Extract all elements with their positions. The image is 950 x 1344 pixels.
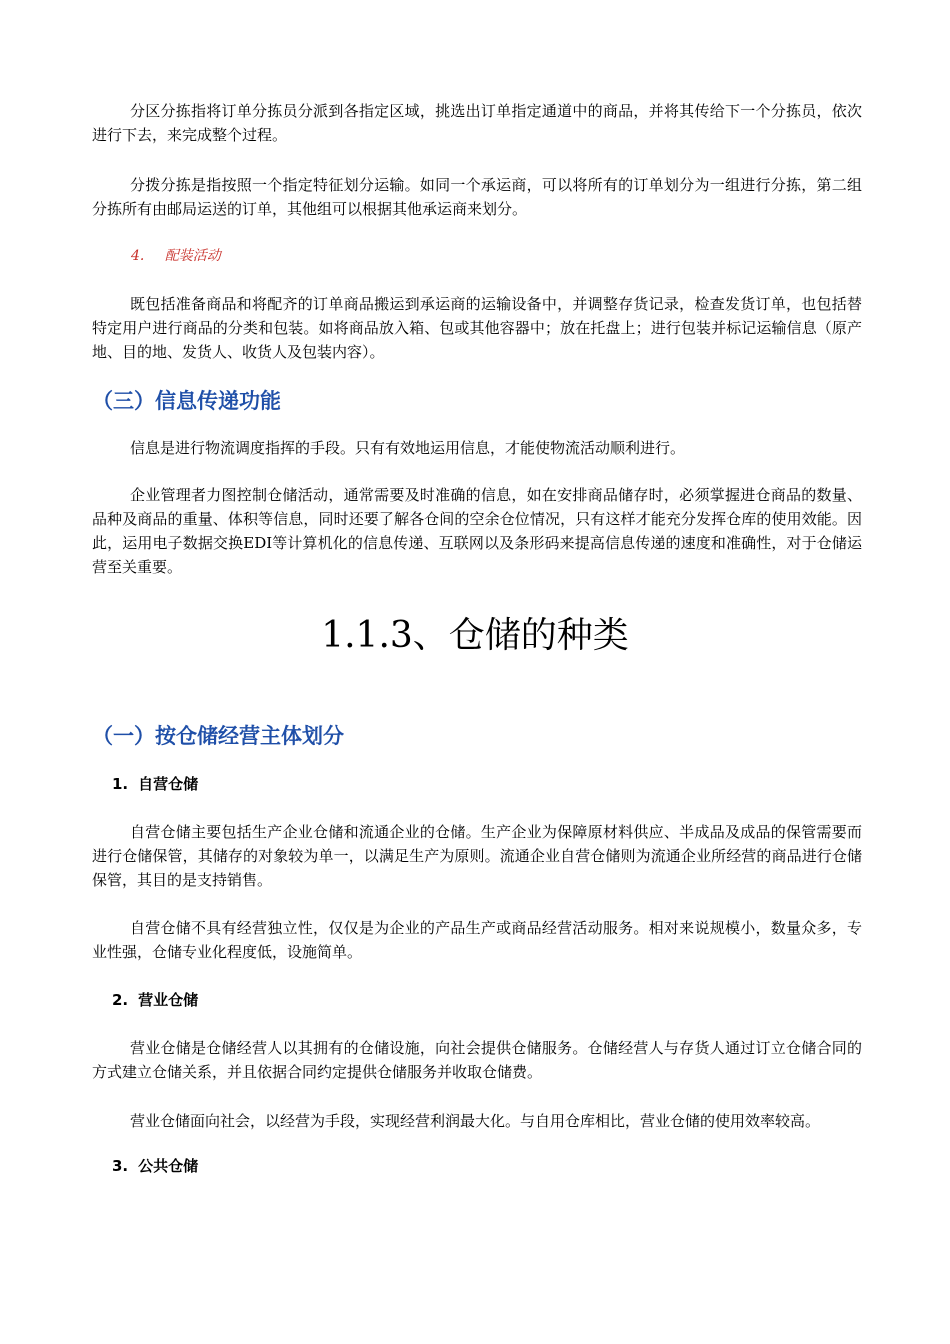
- paragraph-packing: 既包括准备商品和将配齐的订单商品搬运到承运商的运输设备中，并调整存货记录，检查发货订单，也包括替特定用户进行商品的分类和包装。如将商品放入箱、包或其他容器中；放在托盘上；进行包装并标记运输信息（原产地、目的地、发货人、收货人及包装内容）。: [92, 295, 862, 361]
- heading-info-transfer: （三）信息传递功能: [92, 389, 281, 413]
- subheading-number: 4.: [131, 248, 145, 264]
- subheading-title: 配装活动: [164, 248, 221, 264]
- heading-title: 公共仓储: [138, 1157, 199, 1175]
- paragraph-distribution-picking: 分拨分拣是指按照一个指定特征划分运输。如同一个承运商，可以将所有的订单划分为一组进行分拣，第二组分拣所有由邮局运送的订单，其他组可以根据其他承运商来划分。: [92, 176, 862, 218]
- heading-self-operated: [112, 773, 198, 795]
- heading-number: 2.: [112, 991, 129, 1009]
- paragraph-self-operated-1: 自营仓储主要包括生产企业仓储和流通企业的仓储。生产企业为保障原材料供应、半成品及成品的保管需要而进行仓储保管，其储存的对象较为单一，以满足生产为原则。流通企业自营仓储则为流通企业所经营的商品进行仓储保管，其目的是支持销售。: [92, 823, 862, 889]
- paragraph-self-operated-2: 自营仓储不具有经营独立性，仅仅是为企业的产品生产或商品经营活动服务。相对来说规模小，数量众多，专业性强，仓储专业化程度低，设施简单。: [92, 919, 862, 961]
- heading-title: 自营仓储: [138, 775, 199, 793]
- heading-title: 营业仓储: [138, 991, 199, 1009]
- paragraph-commercial-2: 营业仓储面向社会，以经营为手段，实现经营利润最大化。与自用仓库相比，营业仓储的使用效率较高。: [130, 1112, 821, 1130]
- heading-public: [112, 1155, 198, 1177]
- heading-by-operator: （一）按仓储经营主体划分: [92, 724, 344, 748]
- heading-number: 1.: [112, 775, 129, 793]
- paragraph-info-means: 信息是进行物流调度指挥的手段。只有有效地运用信息，才能使物流活动顺利进行。: [130, 439, 686, 457]
- paragraph-zone-picking: 分区分拣指将订单分拣员分派到各指定区域，挑选出订单指定通道中的商品，并将其传给下一个分拣员，依次进行下去，来完成整个过程。: [92, 102, 862, 144]
- subheading-packing: [131, 246, 221, 266]
- paragraph-info-management: 企业管理者力图控制仓储活动，通常需要及时准确的信息，如在安排商品储存时，必须掌握进仓商品的数量、品种及商品的重量、体积等信息，同时还要了解各仓间的空余仓位情况，只有这样才能充分发挥仓库的使用效能。因此，运用电子数据交换EDI等计算机化的信息传递、互联网以及条形码来提高信息传递的速度和准确性，对于仓储运营至关重要。: [92, 486, 862, 576]
- section-title: 1.1.3、仓储的种类: [321, 615, 629, 656]
- paragraph-commercial-1: 营业仓储是仓储经营人以其拥有的仓储设施，向社会提供仓储服务。仓储经营人与存货人通过订立仓储合同的方式建立仓储关系，并且依据合同约定提供仓储服务并收取仓储费。: [92, 1039, 862, 1081]
- heading-number: 3.: [112, 1157, 129, 1175]
- heading-commercial: [112, 989, 198, 1011]
